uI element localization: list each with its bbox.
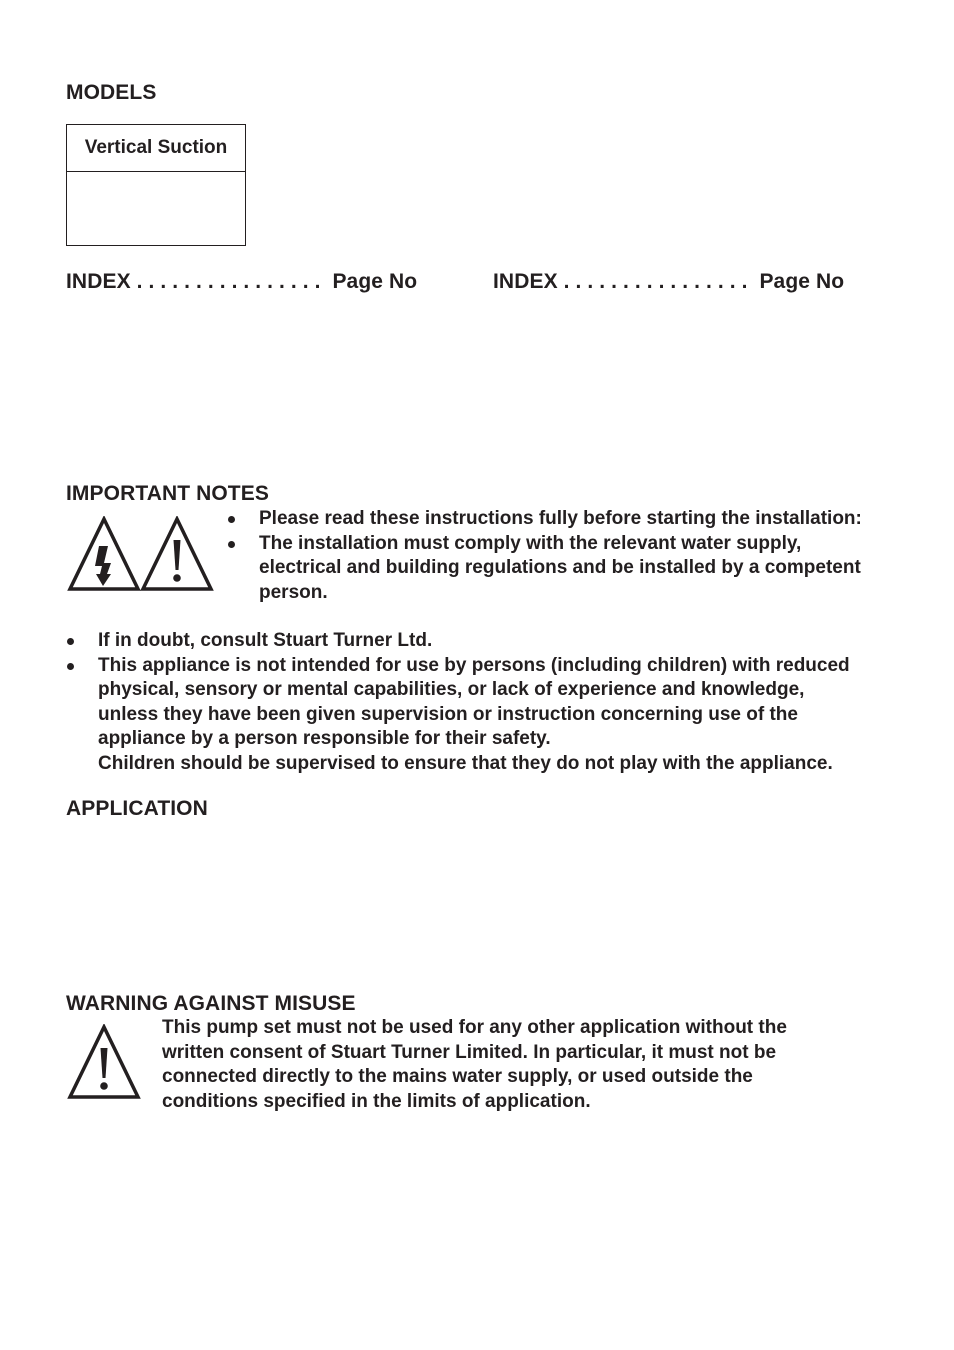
electrical-hazard-icon (67, 516, 141, 592)
list-item (259, 532, 879, 606)
list-item (259, 507, 879, 532)
bullet-dot (67, 638, 74, 645)
note-installation-compliance: The installation must comply with the relevant water supply, electrical and building regulations and be installed by a competent person. (259, 532, 861, 603)
warning-heading: WARNING AGAINST MISUSE (66, 992, 356, 1015)
note-read-instructions: Please read these instructions fully before starting the installation: (259, 508, 862, 529)
application-heading: APPLICATION (66, 797, 208, 820)
important-notes-heading: IMPORTANT NOTES (66, 482, 269, 505)
index-header-right: INDEX . . . . . . . . . . . . . . . . Page No (493, 270, 845, 293)
children-note: Children should be supervised to ensure that they do not play with the appliance. (98, 752, 833, 774)
note-if-in-doubt: If in doubt, consult Stuart Turner Ltd. (98, 630, 433, 651)
index-header-left: INDEX . . . . . . . . . . . . . . . . Page No (66, 270, 418, 293)
warning-text: This pump set must not be used for any other application without the written consent of Stuart Turner Limited. In particular, it must not be connected directly to the mains water supply, or used outside the conditions specified in the limits of application. (162, 1017, 787, 1112)
models-heading: MODELS (66, 81, 157, 104)
note-appliance-persons: This appliance is not intended for use by persons (including children) with reduced physical, sensory or mental capabilities, or lack of experience and knowledge, unless they have been given supervision or instruction concerning use of the appliance by a person responsible for their safety. (98, 654, 850, 749)
models-table-header: Vertical Suction (67, 125, 245, 172)
notes-bullets-full-width (98, 629, 898, 776)
warning-exclamation-icon (140, 516, 214, 592)
warning-exclamation-icon (67, 1024, 141, 1100)
models-table (66, 124, 246, 246)
list-item (98, 654, 868, 752)
bullet-dot (67, 663, 74, 670)
bullet-dot (228, 541, 235, 548)
bullet-dot (228, 516, 235, 523)
list-item (98, 629, 898, 654)
notes-bullets-beside-icons (259, 507, 879, 605)
